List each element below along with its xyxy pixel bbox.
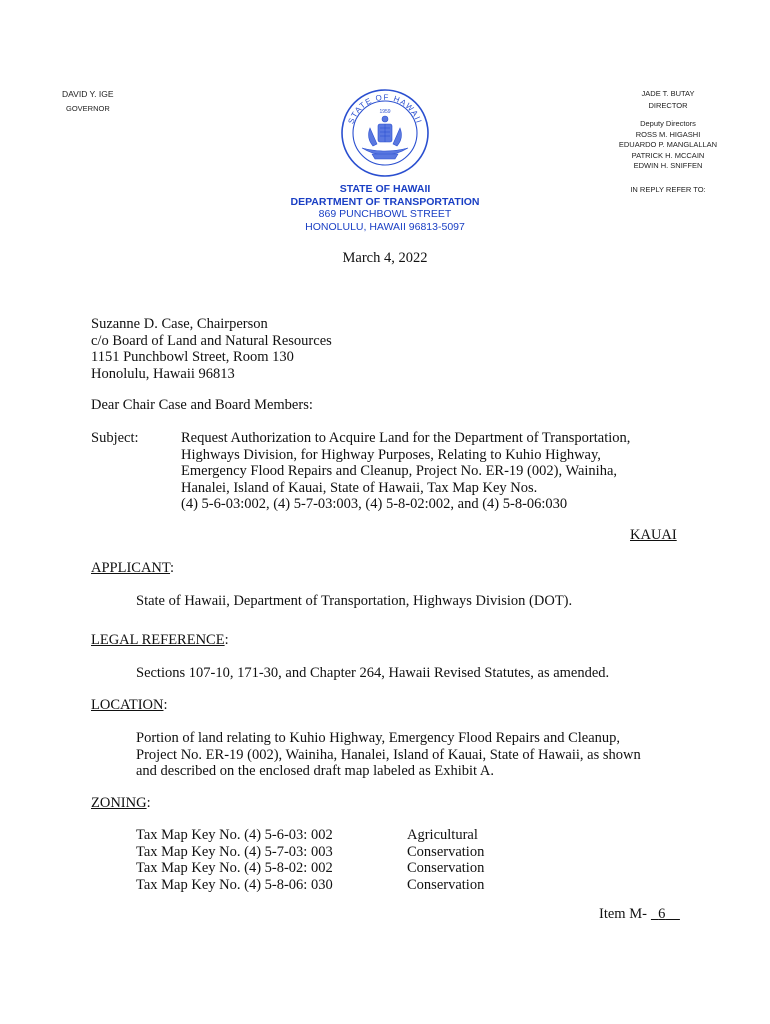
dept-name: DEPARTMENT OF TRANSPORTATION — [290, 195, 480, 208]
deputy-name: EDUARDO P. MANGLALLAN — [618, 140, 718, 149]
zoning-tmk: Tax Map Key No. (4) 5-7-03: 003 — [136, 843, 333, 860]
zoning-tmk: Tax Map Key No. (4) 5-8-02: 002 — [136, 860, 333, 876]
heading-colon: : — [224, 632, 229, 648]
zoning-row — [136, 844, 536, 861]
seal-year: 1959 — [379, 109, 391, 115]
zoning-class: Conservation — [407, 843, 485, 860]
zoning-tmk: Tax Map Key No. (4) 5-8-06: 030 — [136, 876, 333, 893]
dept-city: HONOLULU, HAWAII 96813-5097 — [305, 220, 465, 233]
department-block — [260, 183, 510, 233]
item-value — [647, 906, 684, 922]
subject-text — [181, 430, 681, 513]
applicant-heading-row — [91, 560, 174, 577]
dept-state: STATE OF HAWAII — [339, 183, 431, 195]
deputy-name: ROSS M. HIGASHI — [635, 129, 701, 139]
island-label: KAUAI — [630, 527, 677, 543]
location-text — [136, 730, 676, 780]
salutation: Dear Chair Case and Board Members: — [91, 397, 313, 413]
heading-colon: : — [146, 795, 151, 811]
zoning-row — [136, 877, 536, 894]
state-seal — [340, 88, 430, 178]
item-number — [599, 906, 684, 923]
governor-block — [62, 89, 114, 113]
subject-line: Emergency Flood Repairs and Cleanup, Project No. ER-19 (002), Wainiha, — [181, 463, 618, 479]
heading-colon: : — [170, 560, 175, 576]
zoning-tmk: Tax Map Key No. (4) 5-6-03: 002 — [136, 827, 333, 843]
legal-heading: LEGAL REFERENCE — [91, 632, 225, 648]
seal-icon — [340, 88, 430, 178]
director-block — [600, 89, 736, 172]
zoning-row — [136, 827, 536, 844]
address-line: Suzanne D. Case, Chairperson — [91, 316, 268, 332]
governor-title: GOVERNOR — [66, 104, 110, 113]
deputy-name: EDWIN H. SNIFFEN — [633, 161, 703, 170]
item-number-value: 6 — [658, 906, 666, 922]
zoning-class: Conservation — [407, 876, 485, 893]
location-heading: LOCATION — [91, 697, 164, 713]
director-title: DIRECTOR — [648, 100, 688, 110]
reply-refer-label: IN REPLY REFER TO: — [630, 185, 706, 194]
location-line: Project No. ER-19 (002), Wainiha, Hanalei, Island of Kauai, State of Hawaii, as shown — [136, 746, 641, 763]
address-line: c/o Board of Land and Natural Resources — [91, 332, 332, 349]
applicant-heading: APPLICANT — [91, 560, 171, 576]
zoning-class: Conservation — [407, 860, 485, 876]
subject-line: Request Authorization to Acquire Land for the Department of Transportation, — [181, 430, 631, 446]
subject-line: (4) 5-6-03:002, (4) 5-7-03:003, (4) 5-8-02:002, and (4) 5-8-06:030 — [181, 496, 568, 512]
location-heading-row — [91, 697, 168, 714]
location-line: Portion of land relating to Kuhio Highway, Emergency Flood Repairs and Cleanup, — [136, 730, 621, 746]
letter-date: March 4, 2022 — [342, 250, 428, 266]
applicant-text: State of Hawaii, Department of Transportation, Highways Division (DOT). — [136, 593, 573, 609]
zoning-class: Agricultural — [407, 827, 478, 843]
recipient-address — [91, 316, 332, 382]
dept-street: 869 PUNCHBOWL STREET — [318, 208, 452, 220]
subject-line: Highways Division, for Highway Purposes, Relating to Kuhio Highway, — [181, 446, 601, 463]
zoning-heading: ZONING — [91, 795, 147, 811]
governor-name: DAVID Y. IGE — [62, 89, 114, 99]
heading-colon: : — [163, 697, 168, 713]
location-line: and described on the enclosed draft map labeled as Exhibit A. — [136, 763, 494, 779]
zoning-row — [136, 860, 536, 877]
director-name: JADE T. BUTAY — [641, 89, 695, 98]
seal-text: STATE OF HAWAII — [346, 92, 424, 126]
subject-label: Subject: — [91, 430, 139, 446]
address-line: 1151 Punchbowl Street, Room 130 — [91, 349, 294, 365]
item-prefix: Item M- — [599, 906, 647, 922]
deputy-heading: Deputy Directors — [640, 119, 696, 128]
deputy-name: PATRICK H. MCCAIN — [631, 150, 705, 160]
zoning-heading-row — [91, 795, 151, 812]
subject-line: Hanalei, Island of Kauai, State of Hawaii, Tax Map Key Nos. — [181, 479, 538, 496]
legal-heading-row — [91, 632, 229, 649]
legal-text: Sections 107-10, 171-30, and Chapter 264, Hawaii Revised Statutes, as amended. — [136, 665, 610, 681]
address-line: Honolulu, Hawaii 96813 — [91, 365, 235, 382]
